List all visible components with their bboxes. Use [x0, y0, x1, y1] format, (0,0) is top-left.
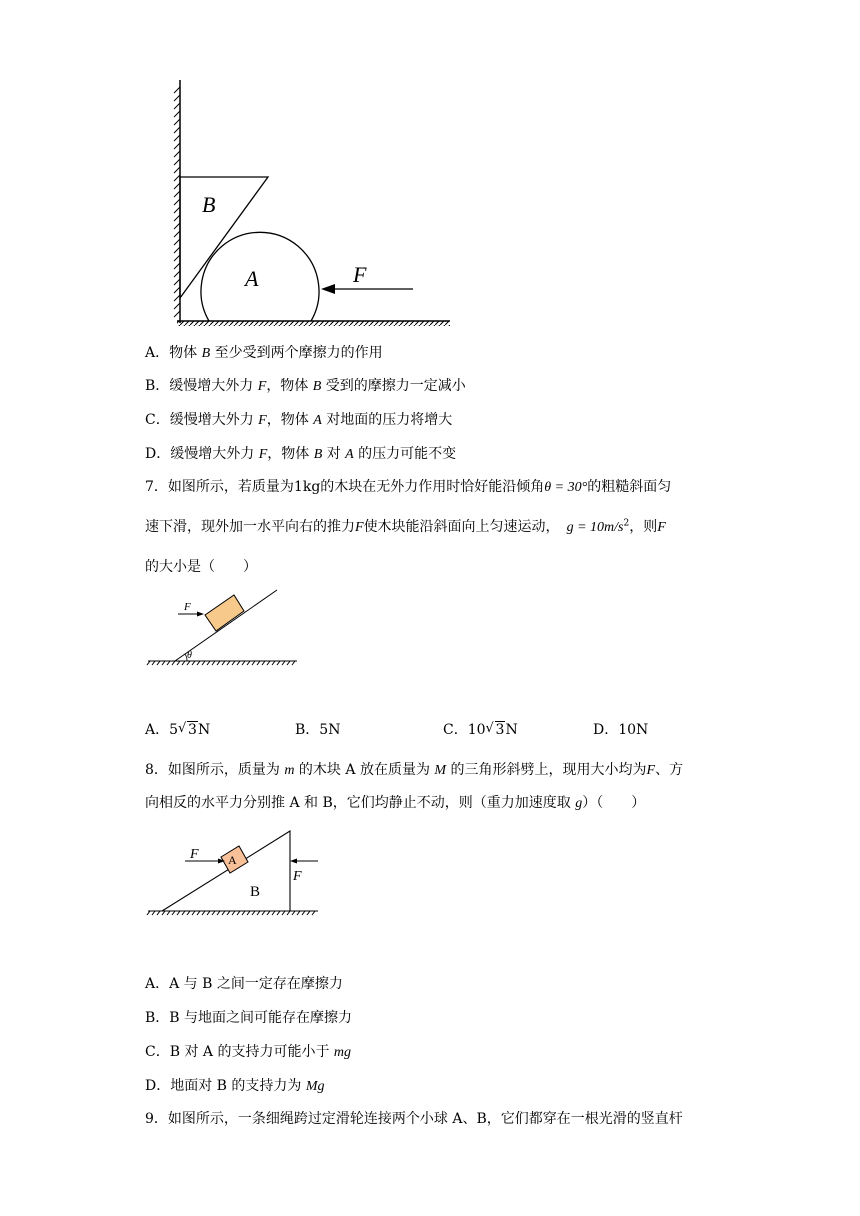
q6-option-b[interactable]: B．缓慢增大外力 F，物体 B 受到的摩擦力一定减小 — [145, 378, 466, 394]
q6-option-d[interactable]: D．缓慢增大外力 F，物体 B 对 A 的压力可能不变 — [145, 446, 457, 462]
ground-hatching — [147, 661, 295, 665]
theta-label: θ — [187, 650, 192, 661]
wall-hatching — [174, 87, 180, 317]
wedge-b-q8 — [162, 831, 290, 911]
block-a-label: A — [228, 853, 237, 867]
q6-option-a[interactable]: A．物体 B 至少受到两个摩擦力的作用 — [145, 345, 383, 361]
force-on-b-label: F — [293, 869, 302, 884]
wedge-b-label: B — [202, 192, 216, 217]
q8-option-a[interactable]: A．A 与 B 之间一定存在摩擦力 — [145, 976, 343, 992]
q7-figure — [140, 585, 310, 675]
q8-stem-line-2: 向相反的水平力分别推 A 和 B，它们均静止不动，则（重力加速度取 g）（ ） — [145, 795, 646, 811]
q8-option-b[interactable]: B．B 与地面之间可能存在摩擦力 — [145, 1010, 353, 1026]
q7-force-arrow — [197, 612, 204, 617]
force-f-label: F — [353, 262, 367, 287]
force-arrow — [321, 284, 335, 294]
q7-option-a[interactable]: A．5√ 3N — [145, 720, 210, 740]
q7-option-d[interactable]: D．10N — [593, 722, 649, 738]
q7-option-b[interactable]: B．5N — [295, 722, 341, 738]
q7-stem-line-1: 7．如图所示，若质量为1kg的木块在无外力作用时恰好能沿倾角θ = 30°的粗糙斜面匀 — [145, 479, 672, 495]
q7-stem-line-2: 速下滑，现外加一水平向右的推力F使木块能沿斜面向上匀速运动， $g = 10m/s^2$，则F — [145, 518, 666, 535]
q6-figure — [165, 75, 485, 335]
force-on-b-arrow — [290, 859, 297, 864]
q7-force-label: F — [184, 601, 191, 613]
force-on-a-label: F — [190, 847, 199, 862]
q7-block — [205, 595, 244, 631]
q9-stem-line-1: 9．如图所示，一条细绳跨过定滑轮连接两个小球 A、B，它们都穿在一根光滑的竖直杆 — [145, 1111, 683, 1127]
q8-option-c[interactable]: C．B 对 A 的支持力可能小于 mg — [145, 1044, 352, 1060]
q7-option-c[interactable]: C．10√ 3N — [443, 720, 518, 740]
q7-options — [145, 720, 705, 740]
q6-option-c[interactable]: C．缓慢增大外力 F，物体 A 对地面的压力将增大 — [145, 412, 453, 428]
q8-figure — [140, 826, 330, 926]
q7-stem-line-3: 的大小是（ ） — [145, 559, 257, 575]
q8-stem-line-1: 8．如图所示，质量为 m 的木块 A 放在质量为 M 的三角形斜劈上，现用大小均为F、方 — [145, 762, 684, 778]
ball-a-label: A — [245, 266, 259, 291]
q8-ground-hatching — [147, 911, 315, 915]
wedge-b-q8-label: B — [250, 884, 261, 900]
q8-option-d[interactable]: D．地面对 B 的支持力为 Mg — [145, 1078, 325, 1094]
